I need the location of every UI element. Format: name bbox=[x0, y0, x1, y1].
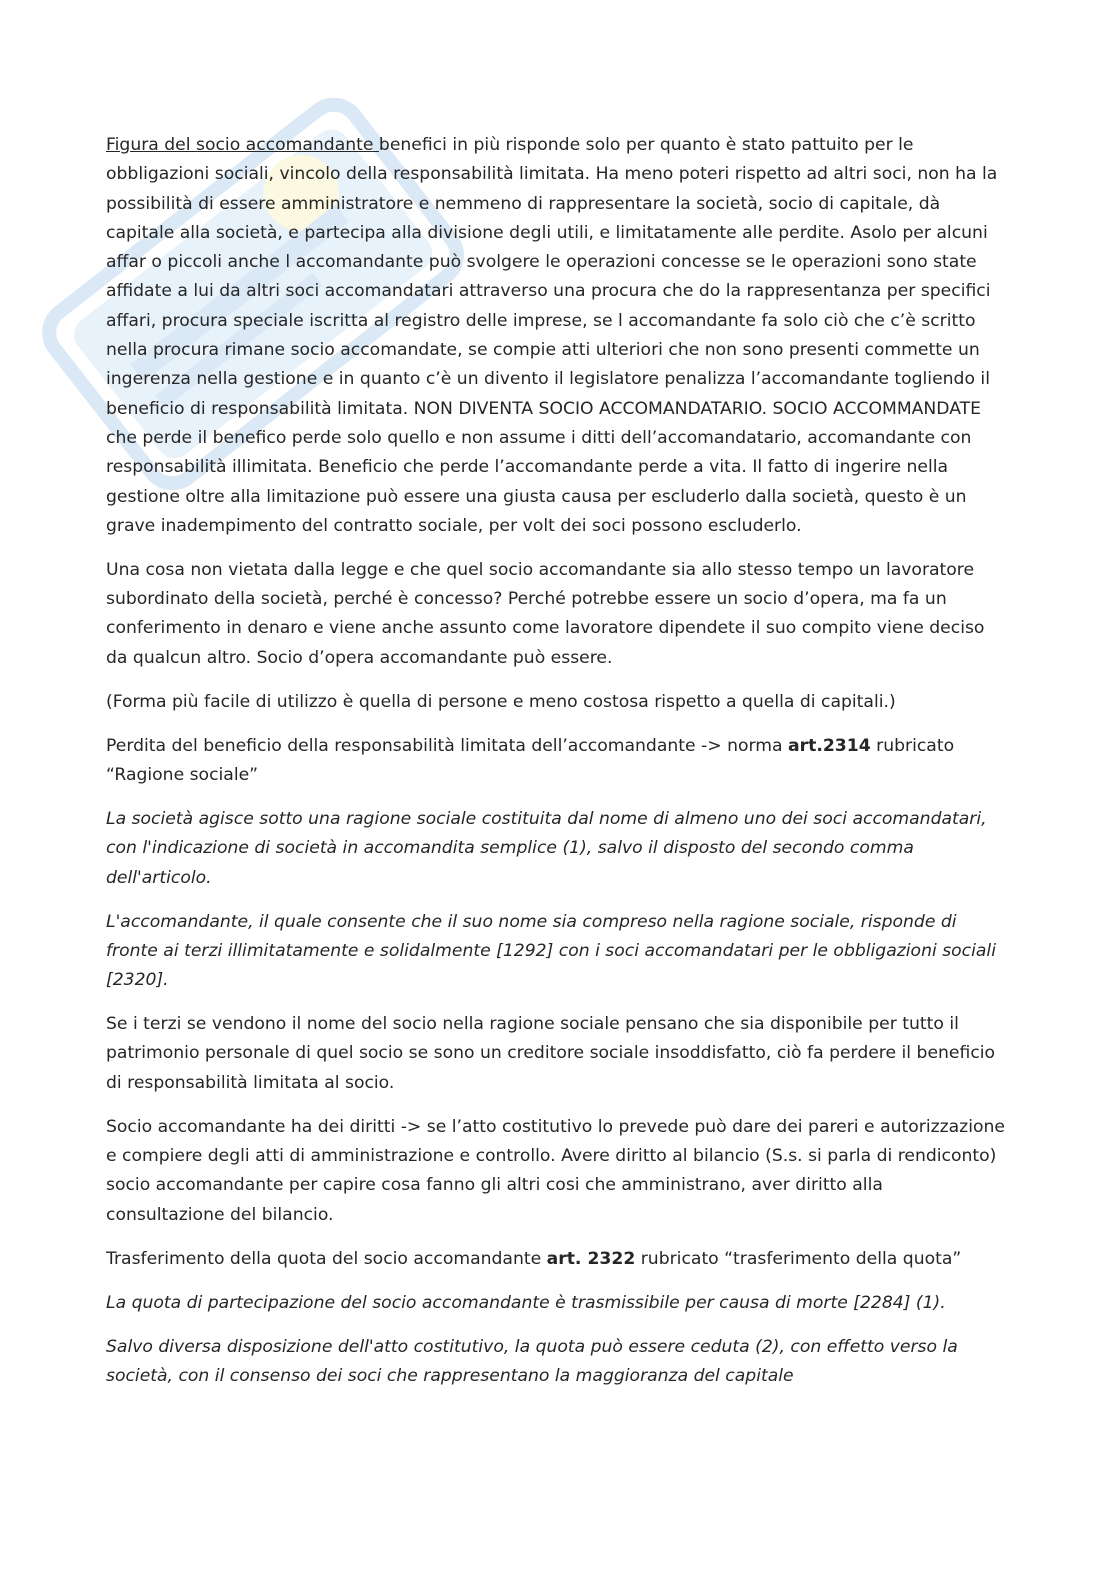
p9-after: rubricato “trasferimento della quota” bbox=[635, 1248, 962, 1269]
document-body bbox=[106, 131, 1006, 1406]
p4-after: rubricato “Ragione sociale” bbox=[106, 735, 955, 785]
paragraph-4 bbox=[106, 732, 1006, 791]
underlined-heading: Figura del socio accomandante bbox=[106, 135, 379, 155]
paragraph-8: Socio accomandante ha dei diritti -> se l’atto costitutivo lo prevede può dare dei pareri e autorizzazione e compiere degli atti di amministrazione e controllo. Avere diritto al bilancio (S.s. si parla di rendiconto) socio accomandante per capire cosa fanno gli altri cosi che amministrano, aver diritto alla consultazione del bilancio. bbox=[106, 1116, 1005, 1225]
article-ref-2314: art.2314 bbox=[788, 735, 871, 756]
p9-before: Trasferimento della quota del socio accomandante bbox=[106, 1248, 547, 1269]
paragraph-1-text: benefici in più risponde solo per quanto è stato pattuito per le obbligazioni sociali, vincolo della responsabilità limitata. Ha meno poteri rispetto ad altri soci, non ha la possibilità di essere amministratore e nemmeno di rappresentare la società, socio di capitale, dà capitale alla società, e partecipa alla divisione degli utili, e limitatamente alle perdite. Asolo per alcuni affar o piccoli anche l accomandante può svolgere le operazioni concesse se le operazioni sono state affidate a lui da altri soci accomandatari attraverso una procura che do la rappresentanza per specifici affari, procura speciale iscritta al registro delle imprese, se l accomandante fa solo ciò che c’è scritto nella procura rimane socio accomandate, se compie atti ulteriori che non sono presenti commette un ingerenza nella gestione e in quanto c’è un divento il legislatore penalizza l’accomandante togliendo il beneficio di responsabilità limitata. NON DIVENTA SOCIO ACCOMANDATARIO. SOCIO ACCOMMANDATE che perde il benefico perde solo quello e non assume i ditti dell’accomandatario, accomandante con responsabilità illimitata. Beneficio che perde l’accomandante perde a vita. Il fatto di ingerire nella gestione oltre alla limitazione può essere una giusta causa per escluderlo dalla società, questo è un grave inadempimento del contratto sociale, per volt dei soci possono escluderlo. bbox=[106, 135, 998, 536]
p4-before: Perdita del beneficio della responsabilità limitata dell’accomandante -> norma bbox=[106, 735, 789, 756]
paragraph-3: (Forma più facile di utilizzo è quella di persone e meno costosa rispetto a quella di capitali.) bbox=[106, 691, 896, 712]
quote-article-2314-c1: La società agisce sotto una ragione sociale costituita dal nome di almeno uno dei soci accomandatari, con l'indicazione di società in accomandita semplice (1), salvo il disposto del secondo comma dell'articolo. bbox=[106, 808, 987, 888]
quote-article-2322-c2: Salvo diversa disposizione dell'atto costitutivo, la quota può essere ceduta (2), con effetto verso la società, con il consenso dei soci che rappresentano la maggioranza del capitale bbox=[106, 1336, 958, 1386]
article-ref-2322: art. 2322 bbox=[546, 1248, 636, 1269]
paragraph-9 bbox=[106, 1245, 1006, 1274]
paragraph-2: Una cosa non vietata dalla legge e che quel socio accomandante sia allo stesso tempo un lavoratore subordinato della società, perché è concesso? Perché potrebbe essere un socio d’opera, ma fa un conferimento in denaro e viene anche assunto come lavoratore dipendete il suo compito viene deciso da qualcun altro. Socio d’opera accomandante può essere. bbox=[106, 559, 985, 668]
quote-article-2314-c2: L'accomandante, il quale consente che il suo nome sia compreso nella ragione sociale, risponde di fronte ai terzi illimitatamente e solidalmente [1292] con i soci accomandatari per le obbligazioni sociali [2320]. bbox=[106, 911, 996, 991]
paragraph-7: Se i terzi se vendono il nome del socio nella ragione sociale pensano che sia disponibile per tutto il patrimonio personale di quel socio se sono un creditore sociale insoddisfatto, ciò fa perdere il beneficio di responsabilità limitata al socio. bbox=[106, 1014, 996, 1093]
quote-article-2322-c1: La quota di partecipazione del socio accomandante è trasmissibile per causa di morte [2284] (1). bbox=[106, 1292, 946, 1313]
paragraph-1 bbox=[106, 131, 1006, 541]
